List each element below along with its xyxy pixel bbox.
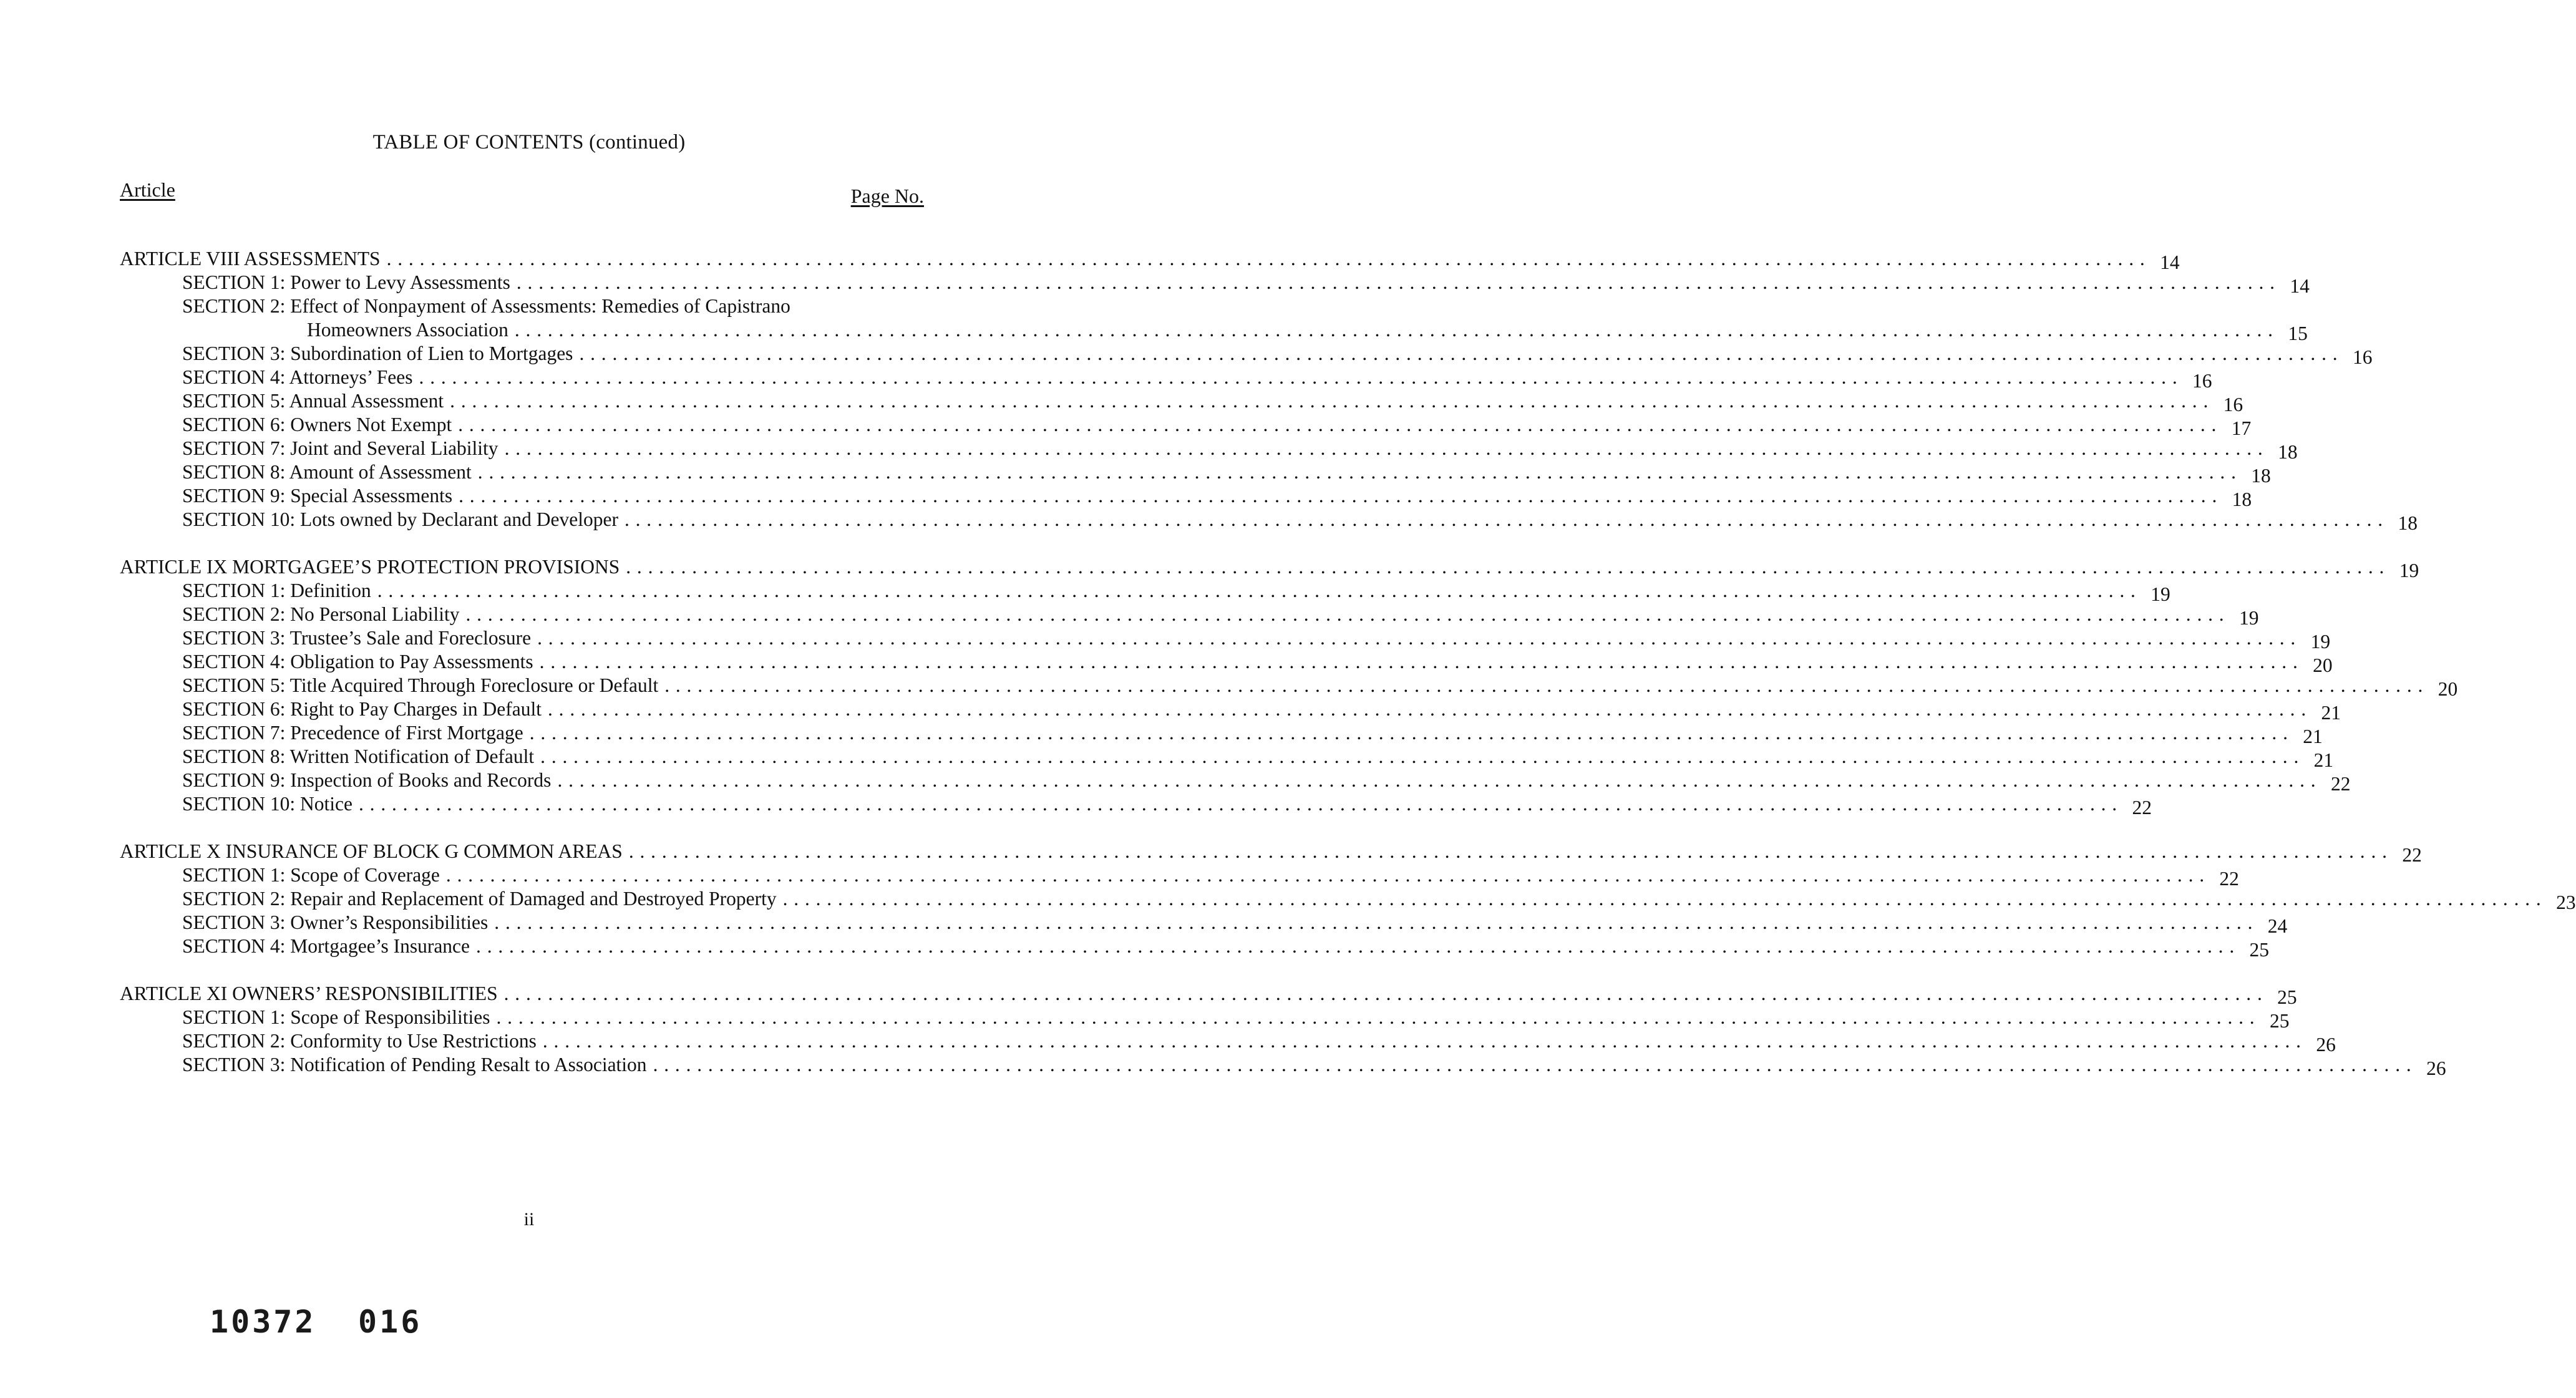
article-heading-label: ARTICLE IX MORTGAGEE’S PROTECTION PROVISIONS (120, 556, 620, 578)
section-entry (120, 769, 2351, 795)
dot-leader: ................................................................................................................................................................ (504, 437, 2269, 459)
section-entry-label: SECTION 1: Definition (182, 580, 371, 601)
section-entry-label: SECTION 4: Obligation to Pay Assessments (182, 651, 533, 672)
footer-page-number: ii (523, 1209, 535, 1230)
dot-leader: ................................................................................................................................................................ (542, 1030, 2307, 1052)
article-group (120, 982, 2446, 1079)
section-entry-page-number: 14 (2290, 275, 2310, 297)
section-entry (120, 437, 2298, 463)
section-entry-label: SECTION 9: Inspection of Books and Records (182, 769, 552, 791)
section-entry-page-number: 26 (2426, 1057, 2446, 1079)
dot-leader: ................................................................................................................................................................ (503, 983, 2268, 1004)
section-entry-page-number: 18 (2278, 441, 2298, 463)
section-entry-label: SECTION 6: Owners Not Exempt (182, 414, 452, 435)
section-entry-label: SECTION 7: Precedence of First Mortgage (182, 722, 523, 744)
dot-leader: ................................................................................................................................................................ (628, 840, 2393, 862)
section-entry (120, 911, 2288, 937)
section-entry-label: SECTION 4: Mortgagee’s Insurance (182, 935, 470, 957)
dot-leader: ................................................................................................................................................................ (465, 603, 2230, 625)
dot-leader: ................................................................................................................................................................ (419, 366, 2184, 388)
article-group (120, 555, 2458, 818)
dot-leader: ................................................................................................................................................................ (494, 911, 2259, 933)
section-entry-label: SECTION 6: Right to Pay Charges in Default (182, 698, 542, 720)
dot-leader: ................................................................................................................................................................ (514, 319, 2279, 341)
section-entry-continuation-page-number: 15 (2288, 323, 2308, 344)
dot-leader: ................................................................................................................................................................ (557, 769, 2322, 791)
section-entry-label: SECTION 9: Special Assessments (182, 485, 453, 507)
section-entry (120, 626, 2331, 653)
section-entry-page-number: 22 (2219, 868, 2239, 890)
article-heading (120, 840, 2422, 866)
dot-leader: ................................................................................................................................................................ (496, 1006, 2261, 1028)
section-entry-label: SECTION 2: Conformity to Use Restrictions (182, 1030, 537, 1052)
section-entry-page-number: 23 (2556, 891, 2576, 913)
section-entry-page-number: 19 (2151, 583, 2170, 605)
page-title: TABLE OF CONTENTS (continued) (372, 131, 686, 153)
section-entry (120, 271, 2310, 297)
section-entry (120, 1006, 2290, 1032)
section-entry-page-number: 20 (2313, 654, 2333, 676)
dot-leader: ................................................................................................................................................................ (459, 485, 2224, 507)
dot-leader: ................................................................................................................................................................ (358, 793, 2123, 815)
article-column-header: Article (120, 178, 175, 201)
section-entry-page-number: 22 (2330, 773, 2351, 795)
dot-leader: ................................................................................................................................................................ (450, 390, 2215, 412)
section-entry-label: SECTION 5: Annual Assessment (182, 390, 444, 412)
section-entry (120, 294, 924, 318)
dot-leader: ................................................................................................................................................................ (539, 651, 2304, 672)
article-heading (120, 247, 2180, 273)
section-entry-page-number: 21 (2303, 726, 2323, 747)
section-entry-label: SECTION 5: Title Acquired Through Foreclosure or Default (182, 674, 659, 696)
section-entry (120, 650, 2333, 676)
section-entry-label: SECTION 2: Repair and Replacement of Damaged and Destroyed Property (182, 888, 777, 910)
dot-leader: ................................................................................................................................................................ (529, 722, 2294, 744)
section-entry (120, 389, 2243, 415)
section-entry-label: SECTION 8: Written Notification of Default (182, 745, 535, 767)
section-entry-page-number: 19 (2310, 631, 2331, 653)
dot-leader: ................................................................................................................................................................ (377, 580, 2142, 601)
dot-leader: ................................................................................................................................................................ (782, 888, 2547, 910)
section-entry (120, 674, 2458, 700)
section-entry-label: SECTION 10: Lots owned by Declarant and Developer (182, 508, 618, 530)
section-entry-label: SECTION 2: No Personal Liability (182, 603, 460, 625)
article-group (120, 840, 2576, 961)
section-entry-label: SECTION 7: Joint and Several Liability (182, 437, 498, 459)
article-heading-page-number: 22 (2402, 844, 2422, 866)
article-heading-page-number: 25 (2277, 986, 2297, 1008)
section-entry (120, 1053, 2446, 1079)
section-entry-page-number: 17 (2231, 417, 2252, 439)
section-entry (120, 366, 2212, 392)
dot-leader: ................................................................................................................................................................ (579, 342, 2344, 364)
section-entry-page-number: 18 (2232, 488, 2252, 510)
section-entry (120, 413, 2252, 439)
section-entry-page-number: 25 (2269, 1010, 2290, 1032)
dot-leader: ................................................................................................................................................................ (516, 271, 2281, 293)
article-heading (120, 982, 2297, 1008)
section-entry (120, 1029, 2336, 1056)
section-entry-page-number: 16 (2192, 370, 2212, 392)
section-entry-page-number: 25 (2249, 939, 2270, 961)
section-entry-label: SECTION 3: Owner’s Responsibilities (182, 911, 488, 933)
page-number-column-header: Page No. (850, 185, 924, 207)
section-entry-continuation (120, 318, 2308, 344)
section-entry (120, 745, 2334, 771)
article-heading-label: ARTICLE VIII ASSESSMENTS (120, 248, 381, 269)
dot-leader: ................................................................................................................................................................ (476, 935, 2241, 957)
section-entry-label: SECTION 3: Subordination of Lien to Mortgages (182, 342, 573, 364)
section-entry-label: SECTION 8: Amount of Assessment (182, 461, 472, 483)
section-entry (120, 934, 2270, 961)
recording-stamp-book: 10372 (210, 1304, 316, 1340)
section-entry-page-number: 18 (2251, 465, 2271, 487)
dot-leader: ................................................................................................................................................................ (477, 461, 2242, 483)
section-entry-page-number: 16 (2223, 394, 2243, 415)
section-entry (120, 792, 2152, 818)
dot-leader: ................................................................................................................................................................ (445, 864, 2210, 886)
article-heading (120, 555, 2419, 581)
table-of-contents (120, 247, 2576, 1100)
section-entry (120, 697, 2341, 724)
section-entry (120, 887, 2576, 913)
article-heading-label: ARTICLE X INSURANCE OF BLOCK G COMMON AREAS (120, 840, 623, 862)
article-heading-label: ARTICLE XI OWNERS’ RESPONSIBILITIES (120, 983, 498, 1004)
section-entry-page-number: 21 (2313, 749, 2334, 771)
section-entry-page-number: 21 (2321, 702, 2341, 724)
dot-leader: ................................................................................................................................................................ (537, 627, 2302, 649)
section-entry-label: SECTION 4: Attorneys’ Fees (182, 366, 413, 388)
section-entry-page-number: 22 (2132, 797, 2152, 818)
dot-leader: ................................................................................................................................................................ (458, 414, 2223, 435)
section-entry-page-number: 24 (2267, 915, 2288, 937)
section-entry-continuation-label: Homeowners Association (307, 319, 508, 341)
dot-leader: ................................................................................................................................................................ (540, 745, 2305, 767)
section-entry (120, 460, 2271, 487)
section-entry-label: SECTION 3: Trustee’s Sale and Foreclosure (182, 627, 532, 649)
article-group (120, 247, 2418, 534)
section-entry-label: SECTION 1: Scope of Responsibilities (182, 1006, 490, 1028)
section-entry (120, 579, 2170, 605)
section-entry (120, 342, 2373, 368)
dot-leader: ................................................................................................................................................................ (626, 556, 2391, 578)
section-entry (120, 603, 2259, 629)
section-entry (120, 863, 2239, 890)
dot-leader: ................................................................................................................................................................ (548, 698, 2312, 720)
section-entry-label: SECTION 10: Notice (182, 793, 352, 815)
section-entry-label: SECTION 1: Scope of Coverage (182, 864, 440, 886)
section-entry-page-number: 20 (2437, 678, 2458, 700)
section-entry-label: SECTION 1: Power to Levy Assessments (182, 271, 510, 293)
recording-stamp-page: 016 (358, 1304, 422, 1340)
section-entry-label: SECTION 2: Effect of Nonpayment of Assessments: Remedies of Capistrano (182, 295, 790, 317)
section-entry (120, 508, 2418, 534)
section-entry (120, 484, 2252, 510)
article-heading-page-number: 14 (2160, 251, 2180, 273)
dot-leader: ................................................................................................................................................................ (386, 248, 2151, 269)
section-entry (120, 721, 2323, 747)
section-entry-page-number: 26 (2316, 1034, 2336, 1056)
dot-leader: ................................................................................................................................................................ (664, 674, 2429, 696)
article-heading-page-number: 19 (2399, 560, 2419, 581)
section-entry-page-number: 16 (2352, 346, 2373, 368)
section-entry-page-number: 19 (2238, 607, 2259, 629)
dot-leader: ................................................................................................................................................................ (653, 1054, 2418, 1075)
section-entry-page-number: 18 (2398, 512, 2418, 534)
dot-leader: ................................................................................................................................................................ (624, 508, 2389, 530)
section-entry-label: SECTION 3: Notification of Pending Resalt to Association (182, 1054, 647, 1075)
